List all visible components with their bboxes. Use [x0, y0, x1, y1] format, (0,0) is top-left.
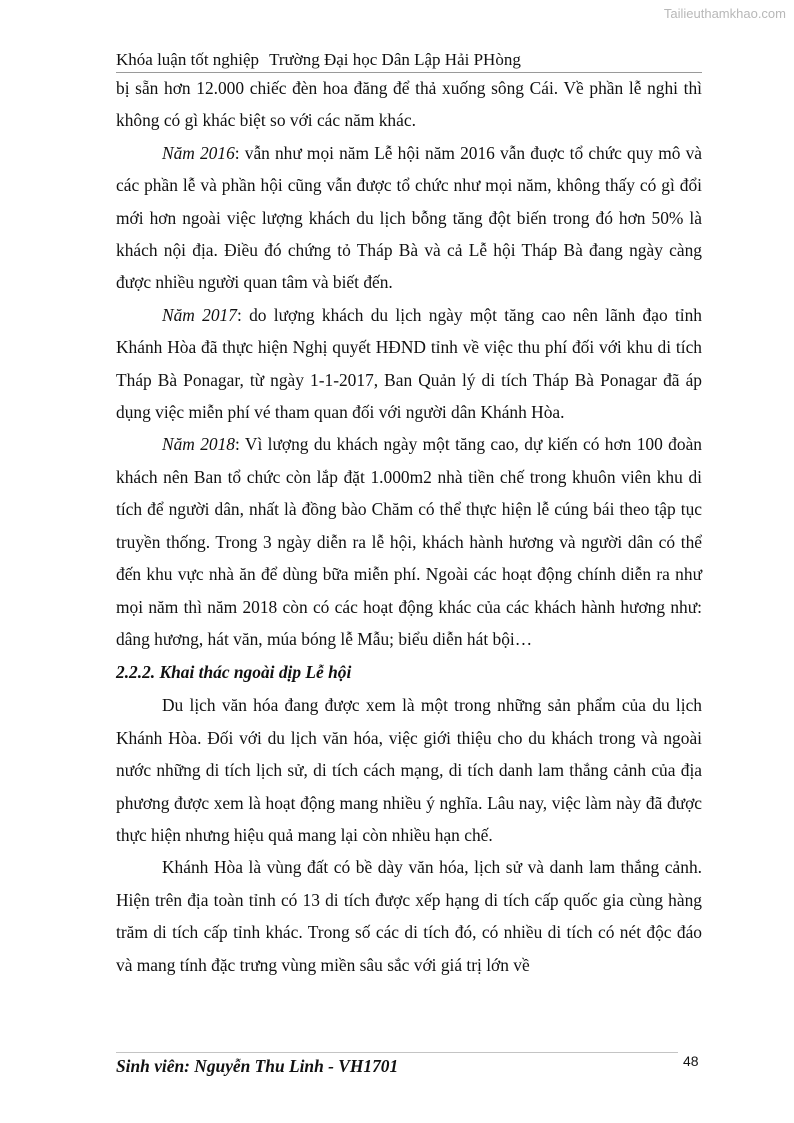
paragraph-khanh-hoa-heritage: Khánh Hòa là vùng đất có bề dày văn hóa, lịch sử và danh lam thắng cảnh. Hiện trên địa toàn tỉnh có 13 di tích được xếp hạng di tích cấp quốc gia cùng hàng trăm di tích cấp tỉnh khác. Trong số các di tích đó, có nhiều di tích có nét độc đáo và mang tính đặc trưng vùng miền sâu sắc với giá trị lớn về [116, 857, 702, 975]
page-header [116, 49, 702, 73]
footer-divider [116, 1052, 678, 1053]
page-number: 48 [683, 1053, 699, 1069]
paragraph-cultural-tourism: Du lịch văn hóa đang được xem là một trong những sản phẩm của du lịch Khánh Hòa. Đối với du lịch văn hóa, việc giới thiệu cho du khách trong và ngoài nước những di tích lịch sử, di tích cách mạng, di tích danh lam thắng cảnh của địa phương được xem là hoạt động mang nhiều ý nghĩa. Lâu nay, việc làm này đã được thực hiện nhưng hiệu quả mang lại còn nhiều hạn chế. [116, 695, 702, 845]
section-heading: 2.2.2. Khai thác ngoài dịp Lễ hội [116, 662, 352, 683]
header-university: Trường Đại học Dân Lập Hải PHòng [269, 50, 521, 69]
year-2017-label: Năm 2017 [162, 304, 237, 325]
paragraph-continued: bị sẵn hơn 12.000 chiếc đèn hoa đăng để thả xuống sông Cái. Về phần lễ nghi thì không có gì khác biệt so với các năm khác. [116, 78, 702, 131]
paragraph-2018-text: : Vì lượng du khách ngày một tăng cao, dự kiến có hơn 100 đoàn khách nên Ban tổ chức còn lắp đặt 1.000m2 nhà tiền chế trong khuôn viên khu di tích để người dân, nhất là đồng bào Chăm có thể thực hiện lễ cúng bái theo tập tục truyền thống. Trong 3 ngày diễn ra lễ hội, khách hành hương và người dân có thể đến khu vực nhà ăn để dùng bữa miễn phí. Ngoài các hoạt động chính diễn ra như mọi năm thì năm 2018 còn có các hoạt động khác của các khách hành hương như: dâng hương, hát văn, múa bóng lễ Mẫu; biểu diễn hát bội… [116, 434, 702, 649]
page-body [116, 72, 702, 981]
watermark: Tailieuthamkhao.com [663, 6, 786, 21]
header-thesis-label: Khóa luận tốt nghiệp [116, 50, 260, 69]
paragraph-2016 [116, 137, 702, 299]
paragraph-2017-text: : do lượng khách du lịch ngày một tăng cao nên lãnh đạo tỉnh Khánh Hòa đã thực hiện Nghị quyết HĐND tỉnh về việc thu phí đối với khu di tích Tháp Bà Ponagar, từ ngày 1-1-2017, Ban Quản lý di tích Tháp Bà Ponagar đã áp dụng việc miễn phí vé tham quan đối với người dân Khánh Hòa. [116, 304, 702, 423]
paragraph-2016-text: : vẫn như mọi năm Lễ hội năm 2016 vẫn đuợc tổ chức quy mô và các phần lễ và phần hội cũng vẫn được tổ chức như mọi năm, không thấy có gì đổi mới hơn ngoài việc lượng khách du lịch bỗng tăng đột biến trong đó hơn 50% là khách nội địa. Điều đó chứng tỏ Tháp Bà và cả Lễ hội Tháp Bà đang ngày càng được nhiều người quan tâm và biết đến. [116, 142, 703, 293]
footer-student: Sinh viên: Nguyễn Thu Linh - VH1701 [116, 1056, 399, 1076]
paragraph-2018 [116, 428, 702, 655]
year-2016-label: Năm 2016 [162, 142, 235, 163]
paragraph-2017 [116, 299, 702, 429]
year-2018-label: Năm 2018 [162, 434, 235, 455]
